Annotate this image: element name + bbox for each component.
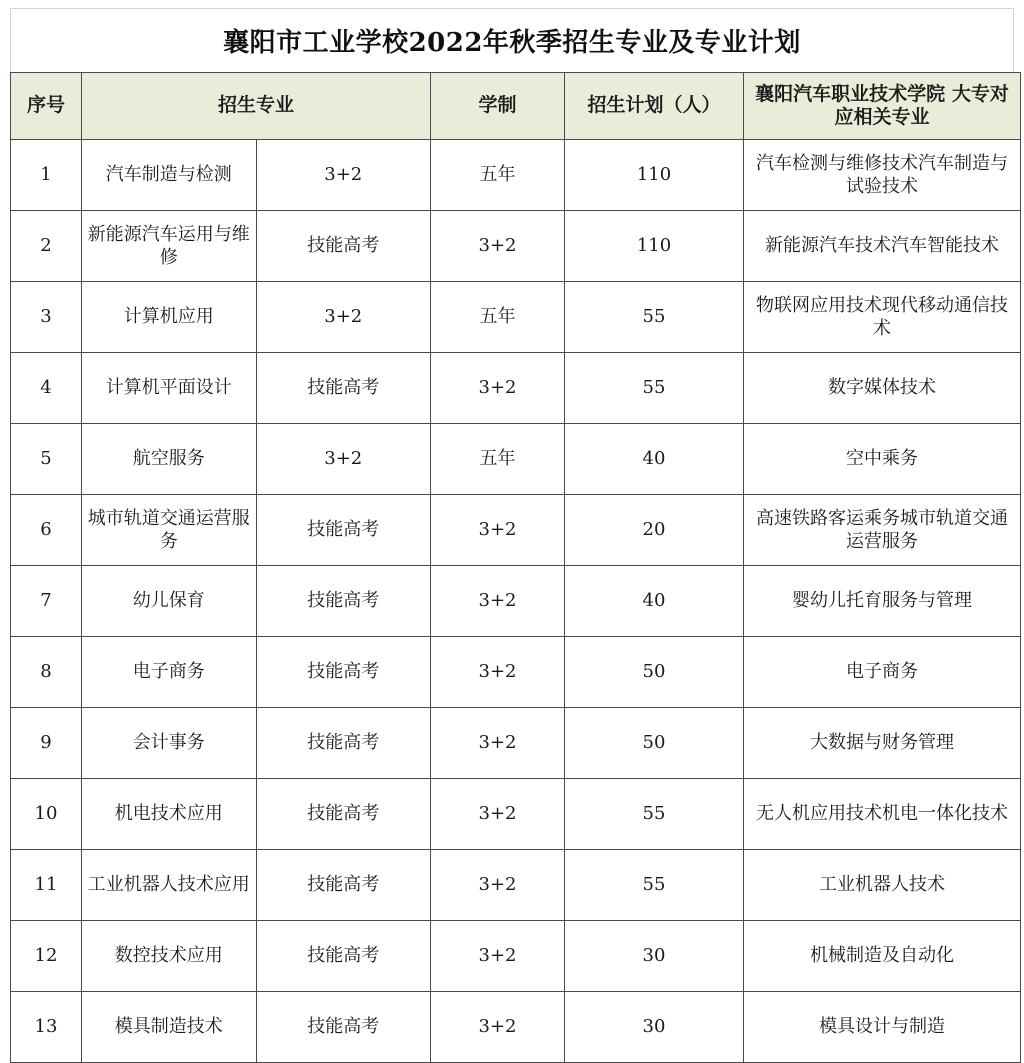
cell-length: 3+2 xyxy=(431,779,565,850)
cell-quota: 110 xyxy=(565,211,744,282)
page-root xyxy=(0,8,1024,1038)
cell-quota: 50 xyxy=(565,708,744,779)
cell-quota: 110 xyxy=(565,140,744,211)
cell-index: 8 xyxy=(11,637,82,708)
cell-admission-type: 技能高考 xyxy=(256,992,431,1063)
table-row xyxy=(11,637,1021,708)
cell-major: 新能源汽车运用与维修 xyxy=(82,211,257,282)
table-row xyxy=(11,211,1021,282)
cell-length: 五年 xyxy=(431,140,565,211)
related-major-line-1: 无人机应用技术 xyxy=(756,803,882,825)
related-major-line-1: 新能源汽车技术 xyxy=(765,235,891,257)
header-row xyxy=(11,73,1021,140)
related-major-line-1: 工业机器人技术 xyxy=(819,874,945,896)
column-header-length: 学制 xyxy=(431,73,565,140)
table-row xyxy=(11,495,1021,566)
cell-index: 5 xyxy=(11,424,82,495)
cell-related-major xyxy=(744,992,1021,1063)
cell-major: 计算机应用 xyxy=(82,282,257,353)
related-major-line-1: 大数据与财务管理 xyxy=(810,732,954,754)
related-major-line-1: 空中乘务 xyxy=(846,448,918,470)
column-header-major: 招生专业 xyxy=(82,73,431,140)
cell-length: 3+2 xyxy=(431,495,565,566)
column-header-related-major xyxy=(744,73,1021,140)
related-major-line-1: 机械制造及自动化 xyxy=(810,945,954,967)
cell-major: 城市轨道交通运营服务 xyxy=(82,495,257,566)
cell-admission-type: 技能高考 xyxy=(256,779,431,850)
column-header-related-line1: 襄阳汽车职业技术学院 xyxy=(755,82,946,105)
cell-quota: 55 xyxy=(565,353,744,424)
cell-index: 6 xyxy=(11,495,82,566)
cell-related-major xyxy=(744,921,1021,992)
cell-quota: 30 xyxy=(565,921,744,992)
cell-admission-type: 3+2 xyxy=(256,282,431,353)
cell-index: 4 xyxy=(11,353,82,424)
admissions-plan-table xyxy=(10,72,1021,1063)
cell-admission-type: 3+2 xyxy=(256,140,431,211)
related-major-line-1: 高速铁路客运乘务 xyxy=(756,507,900,529)
table-row xyxy=(11,282,1021,353)
cell-admission-type: 技能高考 xyxy=(256,353,431,424)
cell-index: 12 xyxy=(11,921,82,992)
page-title: 襄阳市工业学校2022年秋季招生专业及专业计划 xyxy=(223,28,801,58)
cell-admission-type: 技能高考 xyxy=(256,708,431,779)
related-major-line-2: 机电一体化技术 xyxy=(882,803,1008,825)
related-major-line-2: 城市轨道交通运营服务 xyxy=(846,507,1008,552)
cell-quota: 40 xyxy=(565,566,744,637)
cell-related-major xyxy=(744,140,1021,211)
cell-quota: 20 xyxy=(565,495,744,566)
cell-admission-type: 技能高考 xyxy=(256,921,431,992)
cell-related-major xyxy=(744,637,1021,708)
cell-quota: 50 xyxy=(565,637,744,708)
cell-related-major xyxy=(744,566,1021,637)
cell-index: 2 xyxy=(11,211,82,282)
related-major-line-1: 汽车检测与维修技术 xyxy=(756,152,918,174)
cell-length: 五年 xyxy=(431,282,565,353)
table-body xyxy=(11,140,1021,1063)
cell-length: 3+2 xyxy=(431,353,565,424)
cell-admission-type: 技能高考 xyxy=(256,211,431,282)
cell-quota: 55 xyxy=(565,779,744,850)
cell-length: 3+2 xyxy=(431,566,565,637)
cell-related-major xyxy=(744,424,1021,495)
table-row xyxy=(11,353,1021,424)
table-row xyxy=(11,992,1021,1063)
cell-quota: 40 xyxy=(565,424,744,495)
cell-index: 7 xyxy=(11,566,82,637)
column-header-related-line2: 大专对应相关专业 xyxy=(834,82,1009,128)
cell-length: 3+2 xyxy=(431,708,565,779)
cell-major: 工业机器人技术应用 xyxy=(82,850,257,921)
column-header-quota: 招生计划（人） xyxy=(565,73,744,140)
related-major-line-2: 汽车制造与试验技术 xyxy=(846,152,1008,197)
cell-major: 数控技术应用 xyxy=(82,921,257,992)
cell-index: 13 xyxy=(11,992,82,1063)
cell-index: 11 xyxy=(11,850,82,921)
table-row xyxy=(11,921,1021,992)
cell-major: 计算机平面设计 xyxy=(82,353,257,424)
related-major-line-1: 物联网应用技术 xyxy=(756,294,882,316)
cell-major: 航空服务 xyxy=(82,424,257,495)
table-row xyxy=(11,140,1021,211)
cell-quota: 55 xyxy=(565,282,744,353)
cell-admission-type: 技能高考 xyxy=(256,495,431,566)
cell-related-major xyxy=(744,779,1021,850)
cell-related-major xyxy=(744,282,1021,353)
cell-major: 会计事务 xyxy=(82,708,257,779)
related-major-line-2: 汽车智能技术 xyxy=(891,235,999,257)
cell-related-major xyxy=(744,211,1021,282)
table-row xyxy=(11,424,1021,495)
cell-related-major xyxy=(744,495,1021,566)
cell-index: 9 xyxy=(11,708,82,779)
cell-index: 10 xyxy=(11,779,82,850)
cell-length: 3+2 xyxy=(431,637,565,708)
cell-admission-type: 3+2 xyxy=(256,424,431,495)
table-row xyxy=(11,708,1021,779)
related-major-line-2: 现代移动通信技术 xyxy=(873,294,1008,339)
cell-major: 电子商务 xyxy=(82,637,257,708)
cell-admission-type: 技能高考 xyxy=(256,566,431,637)
related-major-line-1: 电子商务 xyxy=(846,661,918,683)
related-major-line-1: 模具设计与制造 xyxy=(819,1016,945,1038)
cell-admission-type: 技能高考 xyxy=(256,637,431,708)
cell-index: 1 xyxy=(11,140,82,211)
cell-related-major xyxy=(744,708,1021,779)
table-row xyxy=(11,566,1021,637)
table-header xyxy=(11,73,1021,140)
title-band xyxy=(10,8,1014,72)
cell-admission-type: 技能高考 xyxy=(256,850,431,921)
cell-quota: 30 xyxy=(565,992,744,1063)
column-header-index: 序号 xyxy=(11,73,82,140)
cell-related-major xyxy=(744,353,1021,424)
cell-major: 机电技术应用 xyxy=(82,779,257,850)
cell-length: 3+2 xyxy=(431,921,565,992)
cell-length: 3+2 xyxy=(431,850,565,921)
cell-major: 模具制造技术 xyxy=(82,992,257,1063)
table-row xyxy=(11,779,1021,850)
cell-quota: 55 xyxy=(565,850,744,921)
cell-index: 3 xyxy=(11,282,82,353)
cell-related-major xyxy=(744,850,1021,921)
related-major-line-1: 数字媒体技术 xyxy=(828,377,936,399)
cell-length: 3+2 xyxy=(431,992,565,1063)
table-row xyxy=(11,850,1021,921)
related-major-line-1: 婴幼儿托育服务与管理 xyxy=(792,590,972,612)
cell-major: 幼儿保育 xyxy=(82,566,257,637)
cell-length: 3+2 xyxy=(431,211,565,282)
cell-major: 汽车制造与检测 xyxy=(82,140,257,211)
cell-length: 五年 xyxy=(431,424,565,495)
